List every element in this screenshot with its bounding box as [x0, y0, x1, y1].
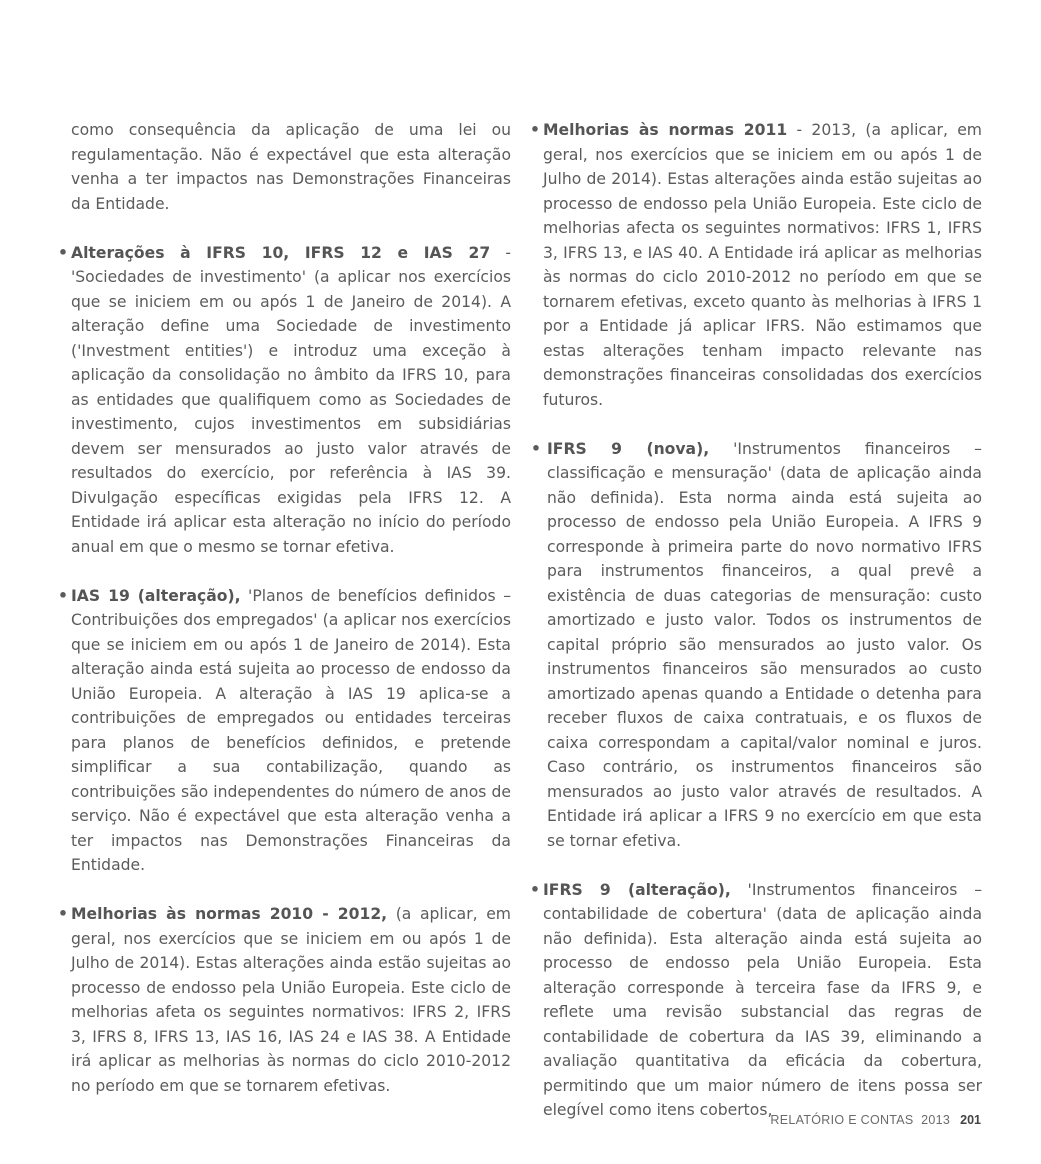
bullet: • — [530, 880, 540, 899]
list-item — [530, 878, 982, 1123]
bullet: • — [530, 121, 540, 139]
item-heading: Melhorias às normas 2010 - 2012, — [71, 905, 388, 923]
item-body: 'Instrumentos financeiros – contabilidade de cobertura' (data de aplicação ainda não definida). Esta alteração ainda está sujeita ao processo de endosso pela União Europeia. Esta alteração corresponde à terceira fase da IFRS 9, e reflete uma revisão substancial das regras de contabilidade de cobertura da IAS 39, eliminando a avaliação quantitativa da eficácia da cobertura, permitindo que um maior número de itens possa ser elegível como itens cobertos, — [543, 880, 982, 1119]
left-column — [58, 118, 511, 1123]
right-column — [530, 118, 982, 1147]
list-item — [530, 437, 982, 854]
item-body: - 2013, (a aplicar, em geral, nos exercícios que se iniciem em ou após 1 de Julho de 2014). Estas alterações ainda estão sujeitas ao processo de endosso pela União Europeia. Este ciclo de melhorias afecta os seguintes normativos: IFRS 1, IFRS 3, IFRS 13, e IAS 40. A Entidade irá aplicar as melhorias às normas do ciclo 2010-2012 no período em que se tornarem efetivas, exceto quanto às melhorias à IFRS 1 por a Entidade já aplicar IFRS. Não estimamos que estas alterações tenham impacto relevante nas demonstrações financeiras consolidadas dos exercícios futuros. — [543, 121, 982, 409]
item-body: (a aplicar, em geral, nos exercícios que se iniciem em ou após 1 de Julho de 2014). Estas alterações ainda estão sujeitas ao processo de endosso pela União Europeia. Este ciclo de melhorias afeta os seguintes normativos: IFRS 2, IFRS 3, IFRS 8, IFRS 13, IAS 16, IAS 24 e IAS 38. A Entidade irá aplicar as melhorias às normas do ciclo 2010-2012 no período em que se tornarem efetivas. — [71, 905, 511, 1095]
list-item — [58, 902, 511, 1098]
item-heading: IFRS 9 (alteração), — [543, 880, 731, 899]
bullet: • — [531, 439, 541, 458]
footer-label: RELATÓRIO E CONTAS 2013 — [770, 1113, 951, 1127]
bullet: • — [58, 905, 68, 923]
list-item — [530, 118, 982, 412]
bullet: • — [58, 586, 68, 605]
item-body: 'Instrumentos financeiros – classificação e mensuração' (data de aplicação ainda não definida). Esta norma ainda está sujeita ao processo de endosso pela União Europeia. A IFRS 9 corresponde à primeira parte do novo normativo IFRS para instrumentos financeiros, a qual prevê a existência de duas categorias de mensuração: custo amortizado e justo valor. Todos os instrumentos de capital próprio são mensurados ao justo valor. Os instrumentos financeiros são mensurados ao custo amortizado apenas quando a Entidade o detenha para receber fluxos de caixa contratuais, e os fluxos de caixa correspondam a capital/valor nominal e juros. Caso contrário, os instrumentos financeiros são mensurados ao justo valor através de resultados. A Entidade irá aplicar a IFRS 9 no exercício em que esta se tornar efetiva. — [547, 439, 982, 850]
item-body: 'Planos de benefícios definidos – Contribuições dos empregados' (a aplicar nos exercícios que se iniciem em ou após 1 de Janeiro de 2014). Esta alteração ainda está sujeita ao processo de endosso da União Europeia. A alteração à IAS 19 aplica-se a contribuições de empregados ou entidades terceiras para planos de benefícios definidos, e pretende simplificar a sua contabilização, quando as contribuições são independentes do número de anos de serviço. Não é expectável que esta alteração venha a ter impactos nas Demonstrações Financeiras da Entidade. — [71, 586, 511, 874]
list-item — [58, 241, 511, 560]
item-body: - 'Sociedades de investimento' (a aplicar nos exercícios que se iniciem em ou após 1 de Janeiro de 2014). A alteração define uma Sociedade de investimento ('Investment entities') e introduz uma exceção à aplicação da consolidação no âmbito da IFRS 10, para as entidades que qualifiquem como as Sociedades de investimento, cujos investimentos em subsidiárias devem ser mensurados ao justo valor através de resultados do exercício, por referência à IAS 39. Divulgação específicas exigidas pela IFRS 12. A Entidade irá aplicar esta alteração no início do período anual em que o mesmo se tornar efetiva. — [71, 243, 511, 556]
item-heading: IFRS 9 (nova), — [547, 439, 710, 458]
item-heading: Melhorias às normas 2011 — [543, 121, 788, 139]
bullet: • — [58, 243, 68, 262]
item-heading: IAS 19 (alteração), — [71, 586, 241, 605]
continuation-paragraph: como consequência da aplicação de uma lei ou regulamentação. Não é expectável que esta alteração venha a ter impactos nas Demonstrações Financeiras da Entidade. — [71, 121, 511, 213]
item-heading: Alterações à IFRS 10, IFRS 12 e IAS 27 — [71, 243, 491, 262]
page-number: 201 — [960, 1113, 981, 1127]
page-footer — [770, 1113, 981, 1127]
list-item — [58, 584, 511, 878]
